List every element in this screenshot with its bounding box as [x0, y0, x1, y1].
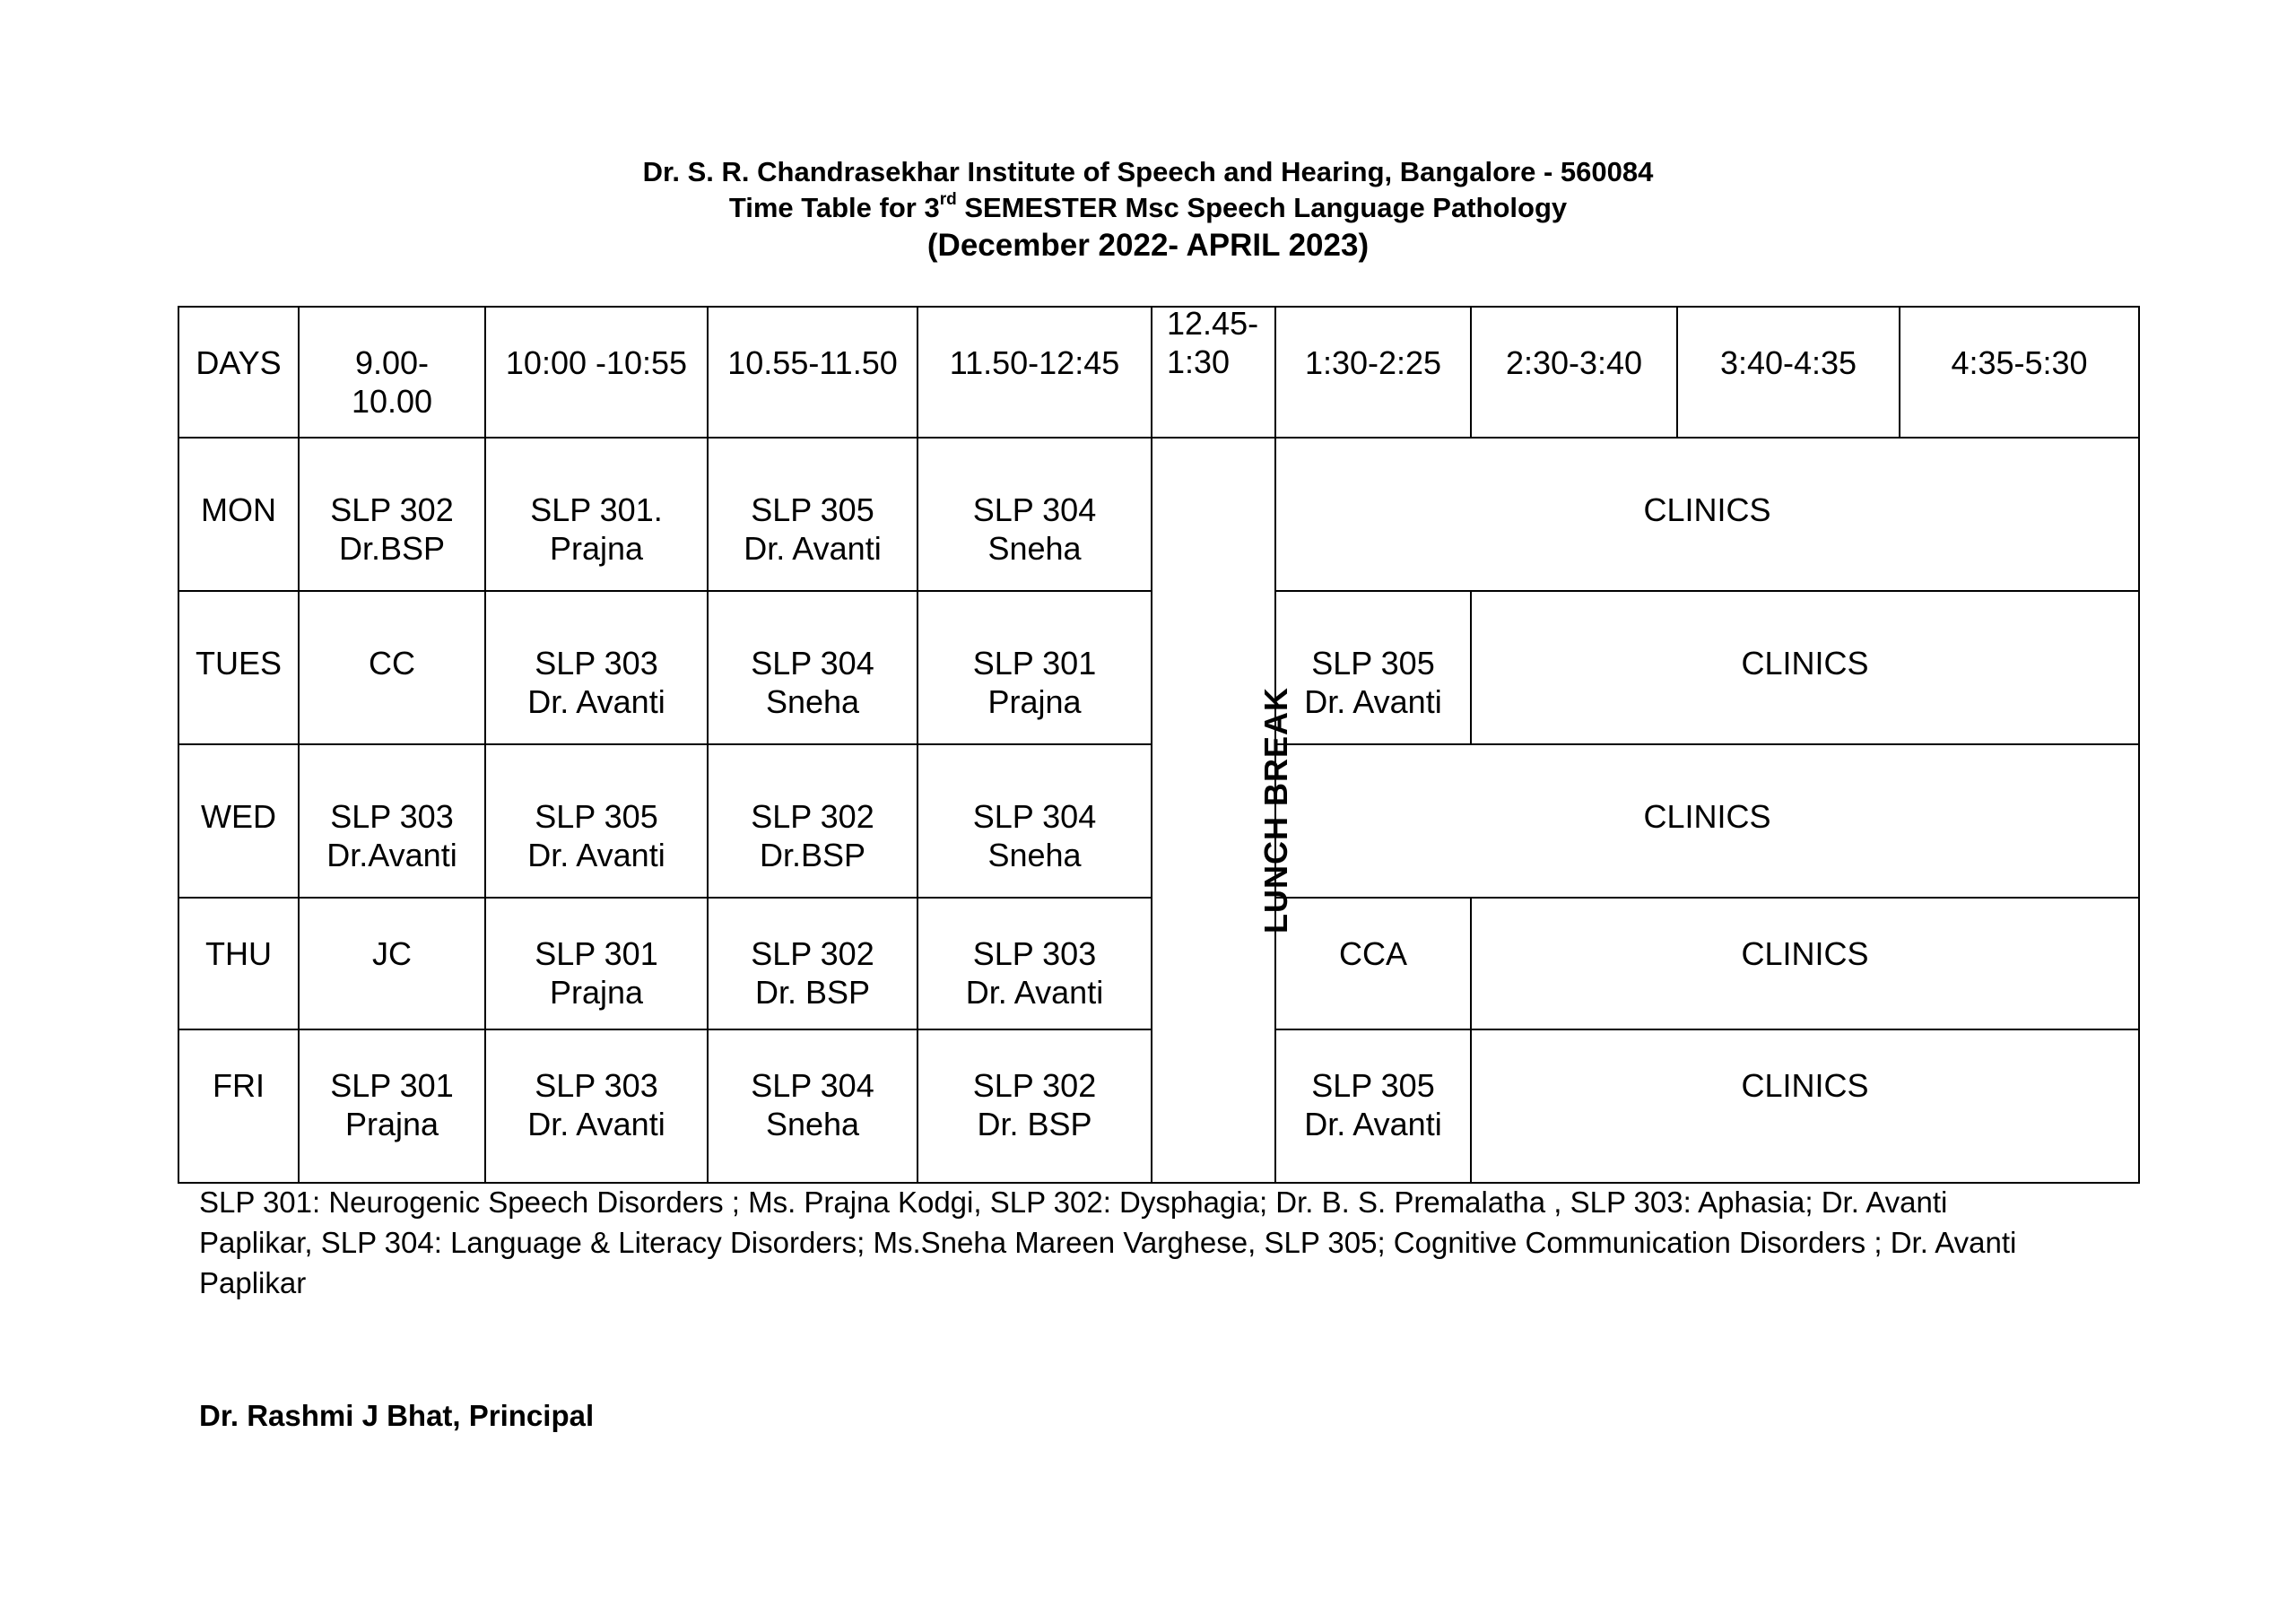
- day-cell: THU: [178, 898, 299, 1029]
- class-cell: SLP 302 Dr.BSP: [299, 438, 485, 591]
- class-cell: SLP 304 Sneha: [708, 591, 918, 744]
- timetable: [178, 306, 2140, 1184]
- class-cell: SLP 305 Dr. Avanti: [1275, 591, 1471, 744]
- class-cell: SLP 304 Sneha: [918, 744, 1152, 898]
- document-header: [0, 154, 2296, 265]
- legend-line: Paplikar, SLP 304: Language & Literacy Disorders; Ms.Sneha Mareen Varghese, SLP 305; Cognitive Communication Disorders ; Dr. Avanti: [199, 1226, 2017, 1259]
- header-slot-3: 10.55-11.50: [708, 307, 918, 438]
- class-cell: CCA: [1275, 898, 1471, 1029]
- legend-line: Paplikar: [199, 1266, 307, 1299]
- day-cell: MON: [178, 438, 299, 591]
- class-cell: SLP 301 Prajna: [485, 898, 708, 1029]
- timetable-title-post: SEMESTER Msc Speech Language Pathology: [956, 192, 1568, 223]
- clinics-cell: CLINICS: [1471, 1029, 2139, 1183]
- header-slot-7: 2:30-3:40: [1471, 307, 1677, 438]
- clinics-cell: CLINICS: [1275, 438, 2139, 591]
- class-cell: SLP 304 Sneha: [708, 1029, 918, 1183]
- header-row: [178, 307, 2139, 438]
- class-cell: SLP 303 Dr. Avanti: [918, 898, 1152, 1029]
- class-cell: SLP 301 Prajna: [299, 1029, 485, 1183]
- header-days: DAYS: [178, 307, 299, 438]
- class-cell: CC: [299, 591, 485, 744]
- class-cell: SLP 304 Sneha: [918, 438, 1152, 591]
- day-cell: WED: [178, 744, 299, 898]
- header-slot-2: 10:00 -10:55: [485, 307, 708, 438]
- header-slot-lunch: 12.45- 1:30: [1152, 307, 1275, 438]
- lunch-break-cell: [1152, 438, 1294, 1183]
- day-cell: FRI: [178, 1029, 299, 1183]
- clinics-cell: CLINICS: [1275, 744, 2139, 898]
- timetable-title-pre: Time Table for 3: [728, 192, 940, 223]
- class-cell: SLP 303 Dr. Avanti: [485, 1029, 708, 1183]
- lunch-break-label: LUNCH BREAK: [1257, 687, 1294, 934]
- class-cell: SLP 303 Dr.Avanti: [299, 744, 485, 898]
- row-mon: [178, 438, 2139, 591]
- class-cell: SLP 305 Dr. Avanti: [708, 438, 918, 591]
- header-slot-6: 1:30-2:25: [1275, 307, 1471, 438]
- clinics-cell: CLINICS: [1471, 898, 2139, 1029]
- class-cell: JC: [299, 898, 485, 1029]
- ordinal-suffix: rd: [939, 190, 957, 209]
- term-dates: (December 2022- APRIL 2023): [926, 228, 1370, 263]
- class-cell: SLP 302 Dr.BSP: [708, 744, 918, 898]
- header-slot-1: 9.00- 10.00: [299, 307, 485, 438]
- legend-line: SLP 301: Neurogenic Speech Disorders ; Ms. Prajna Kodgi, SLP 302: Dysphagia; Dr. B. S. Premalatha , SLP 303: Aphasia; Dr. Avanti: [199, 1185, 1948, 1219]
- principal-signature: Dr. Rashmi J Bhat, Principal: [199, 1399, 595, 1432]
- course-legend: [199, 1182, 2136, 1303]
- timetable-title: [0, 190, 2296, 226]
- class-cell: SLP 301. Prajna: [485, 438, 708, 591]
- class-cell: SLP 301 Prajna: [918, 591, 1152, 744]
- class-cell: SLP 305 Dr. Avanti: [1275, 1029, 1471, 1183]
- class-cell: SLP 302 Dr. BSP: [918, 1029, 1152, 1183]
- header-slot-8: 3:40-4:35: [1677, 307, 1900, 438]
- institute-title: Dr. S. R. Chandrasekhar Institute of Speech and Hearing, Bangalore - 560084: [642, 156, 1654, 187]
- clinics-cell: CLINICS: [1471, 591, 2139, 744]
- header-slot-9: 4:35-5:30: [1900, 307, 2139, 438]
- class-cell: SLP 305 Dr. Avanti: [485, 744, 708, 898]
- class-cell: SLP 302 Dr. BSP: [708, 898, 918, 1029]
- class-cell: SLP 303 Dr. Avanti: [485, 591, 708, 744]
- day-cell: TUES: [178, 591, 299, 744]
- header-slot-4: 11.50-12:45: [918, 307, 1152, 438]
